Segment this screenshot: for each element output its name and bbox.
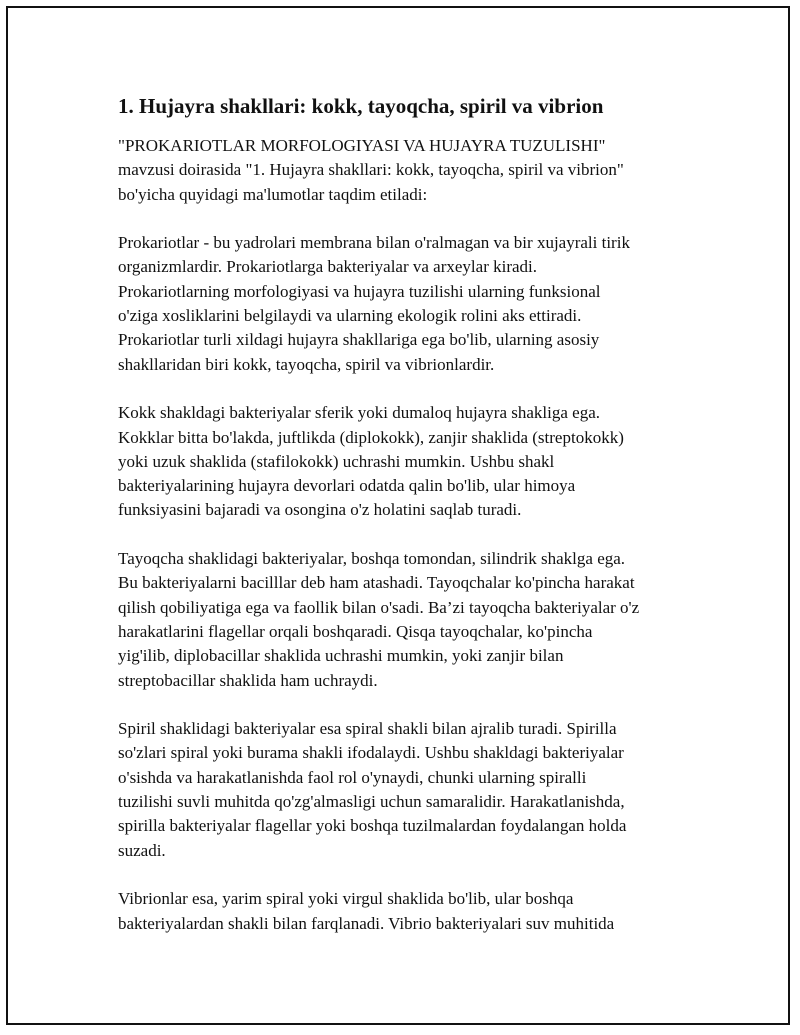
text-line: Prokariotlar turli xildagi hujayra shakllariga ega bo'lib, ularning asosiy (118, 330, 600, 350)
text-line: Prokariotlar - bu yadrolari membrana bilan o'ralmagan va bir xujayrali tirik (118, 233, 630, 253)
text-line: o'sishda va harakatlanishda faol rol o'ynaydi, chunki ularning spiralli (118, 767, 587, 787)
document-body (118, 92, 698, 960)
text-line: bakteriyalarining hujayra devorlari odatda qalin bo'lib, ular himoya (118, 476, 576, 496)
paragraph-intro (118, 134, 698, 207)
paragraph-vibrio (118, 887, 698, 936)
paragraph-cocci (118, 401, 698, 522)
paragraph-bacilli (118, 547, 698, 693)
text-line: o'ziga xosliklarini belgilaydi va ularning ekologik rolini aks ettiradi. (118, 306, 582, 326)
text-line: bo'yicha quyidagi ma'lumotlar taqdim etiladi: (118, 184, 428, 204)
document-heading: 1. Hujayra shakllari: kokk, tayoqcha, spiril va vibrion (118, 94, 604, 118)
text-line: funksiyasini bajaradi va osongina o'z holatini saqlab turadi. (118, 500, 522, 520)
text-line: yoki uzuk shaklida (stafilokokk) uchrashi mumkin. Ushbu shakl (118, 451, 555, 471)
text-line: spirilla bakteriyalar flagellar yoki boshqa tuzilmalardan foydalangan holda (118, 816, 627, 836)
text-line: Tayoqcha shaklidagi bakteriyalar, boshqa tomondan, silindrik shaklga ega. (118, 549, 626, 569)
text-line: organizmlardir. Prokariotlarga bakteriyalar va arxeylar kiradi. (118, 257, 538, 277)
text-line: Prokariotlarning morfologiyasi va hujayra tuzilishi ularning funksional (118, 281, 601, 301)
text-line: yig'ilib, diplobacillar shaklida uchrashi mumkin, yoki zanjir bilan (118, 646, 564, 666)
text-line: Kokk shakldagi bakteriyalar sferik yoki dumaloq hujayra shakliga ega. (118, 403, 600, 423)
text-line: Spiril shaklidagi bakteriyalar esa spiral shakli bilan ajralib turadi. Spirilla (118, 719, 617, 739)
text-line: suzadi. (118, 840, 166, 860)
text-line: harakatlarini flagellar orqali boshqaradi. Qisqa tayoqchalar, ko'pincha (118, 621, 593, 641)
text-line: qilish qobiliyatiga ega va faollik bilan o'sadi. Ba’zi tayoqcha bakteriyalar o'z (118, 597, 640, 617)
paragraph-prokaryotes (118, 231, 698, 377)
text-line: mavzusi doirasida "1. Hujayra shakllari: kokk, tayoqcha, spiril va vibrion" (118, 160, 624, 180)
text-line: "PROKARIOTLAR MORFOLOGIYASI VA HUJAYRA TUZULISHI" (118, 136, 606, 155)
text-line: so'zlari spiral yoki burama shakli ifodalaydi. Ushbu shakldagi bakteriyalar (118, 743, 624, 763)
text-line: Bu bakteriyalarni bacilllar deb ham atashadi. Tayoqchalar ko'pincha harakat (118, 573, 635, 593)
text-line: bakteriyalardan shakli bilan farqlanadi. Vibrio bakteriyalari suv muhitida (118, 913, 615, 933)
paragraph-spirilla (118, 717, 698, 863)
text-line: streptobacillar shaklida ham uchraydi. (118, 670, 378, 690)
text-line: shakllaridan biri kokk, tayoqcha, spiril va vibrionlardir. (118, 354, 495, 374)
text-line: tuzilishi suvli muhitda qo'zg'almasligi uchun samaralidir. Harakatlanishda, (118, 792, 625, 812)
text-line: Vibrionlar esa, yarim spiral yoki virgul shaklida bo'lib, ular boshqa (118, 889, 574, 909)
text-line: Kokklar bitta bo'lakda, juftlikda (diplokokk), zanjir shaklida (streptokokk) (118, 427, 624, 447)
